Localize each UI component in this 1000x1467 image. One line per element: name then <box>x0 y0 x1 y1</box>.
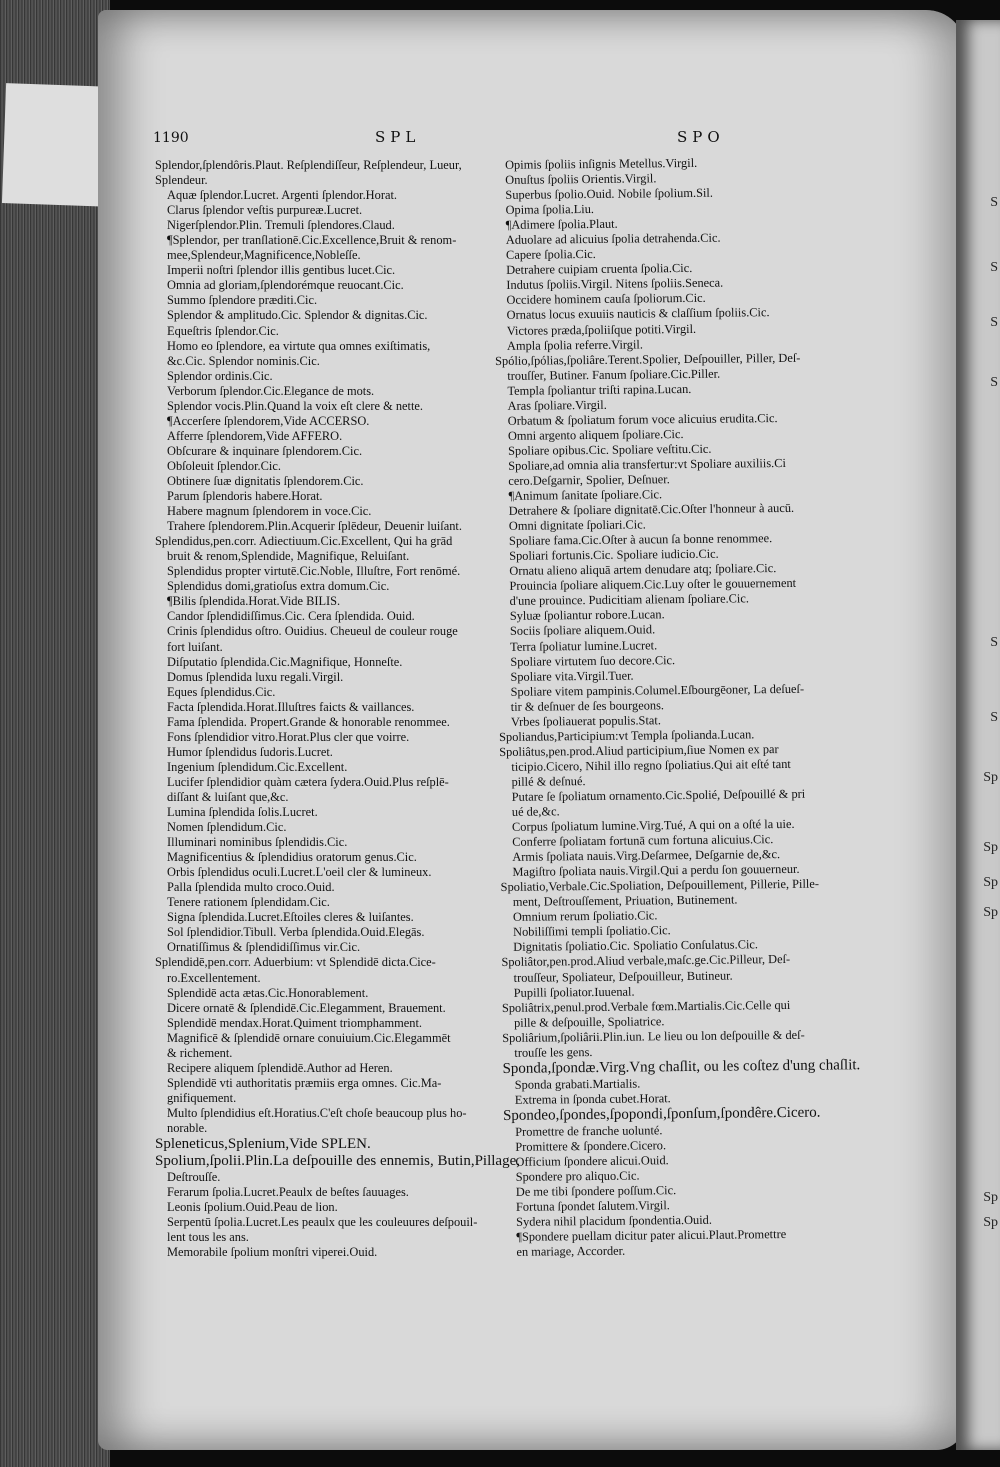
entry-line: Ampla ſpolia referre.Virgil. <box>506 337 643 353</box>
entry-line: Superbus ſpolio.Ouid. Nobile ſpolium.Sil. <box>505 185 714 202</box>
adjacent-page-letter: S <box>990 260 998 275</box>
entry-line: cero.Deſgarnir, Spolier, Deſnuer. <box>508 472 670 488</box>
entry-line: Leonis ſpolium.Ouid.Peau de lion. <box>167 1200 338 1215</box>
entry-line: Spoliare fama.Cic.Oſter à aucun ſa bonne renommee. <box>508 531 773 549</box>
entry-line: Illuminari nominibus ſplendidis.Cic. <box>167 835 348 850</box>
entry-line: Dicere ornatē & ſplendidē.Cic.Elegamment, Brauement. <box>167 1000 446 1015</box>
entry-line: Clarus ſplendor veſtis purpureæ.Lucret. <box>167 203 363 218</box>
entry-line: Vrbes ſpoliauerat populis.Stat. <box>510 713 661 729</box>
entry-line: Fama ſplendida. Propert.Grande & honorable renommee. <box>167 714 450 729</box>
entry-line: Summo ſplendore præditi.Cic. <box>167 293 318 308</box>
entry-line: Aduolare ad alicuius ſpolia detrahenda.Cic. <box>505 230 721 248</box>
entry-line: Obſoleuit ſplendor.Cic. <box>167 458 281 473</box>
adjacent-page-letter: S <box>990 710 998 725</box>
entry-line: Splendidē mendax.Horat.Quiment triomphamment. <box>167 1015 422 1030</box>
entry-line: Domus ſplendida luxu regali.Virgil. <box>167 669 344 684</box>
entry-line: lent tous les ans. <box>167 1230 249 1245</box>
entry-line: Prouincia ſpoliare aliquem.Cic.Luy oſter le gouuernement <box>509 576 797 594</box>
entry-line: Spoliare,ad omnia alia transfertur:vt Spoliare auxiliis.Ci <box>508 455 786 473</box>
entry-line: Onuſtus ſpoliis Orientis.Virgil. <box>505 171 657 187</box>
entry-line: Splendor ordinis.Cic. <box>167 368 273 383</box>
entry-line: Deſtrouſſe. <box>167 1170 221 1185</box>
entry-line: ¶Splendor, per tranſlationē.Cic.Excellence,Bruit & renom- <box>167 233 457 248</box>
entry-line: Eques ſplendidus.Cic. <box>167 684 276 699</box>
entry-line: Templa ſpoliantur triſti rapina.Lucan. <box>507 381 692 398</box>
entry-line: fort luiſant. <box>167 639 223 654</box>
entry-line: Splendidus domi,gratioſus extra domum.Cic. <box>167 579 390 594</box>
entry-line: bruit & renom,Splendide, Magnifique, Reluiſant. <box>167 549 410 564</box>
adjacent-page-letter: Sp <box>983 1190 998 1205</box>
entry-line: Splendidē acta ætas.Cic.Honorablement. <box>167 985 369 1000</box>
entry-line: Memorabile ſpolium monſtri viperei.Ouid. <box>167 1245 378 1260</box>
right-column <box>493 154 913 1261</box>
entry-line: ¶Accerſere ſplendorem,Vide ACCERSO. <box>167 413 370 428</box>
entry-line: Ornatiſſimus & ſplendidiſſimus vir.Cic. <box>167 940 361 955</box>
adjacent-page-letter: S <box>990 195 998 210</box>
entry-line: Splendeur. <box>155 173 208 188</box>
entry-line: Spoliare vitem pampinis.Columel.Eſbourgēoner, La deſueſ- <box>510 681 805 699</box>
entry-line: Sol ſplendidior.Tibull. Verba ſplendida.Ouid.Elegās. <box>167 925 425 940</box>
entry-line: De me tibi ſpondere poſſum.Cic. <box>515 1183 677 1199</box>
entry-line: d'une prouince. Pudicitiam alienam ſpoliare.Cic. <box>509 591 750 609</box>
entry-line: Orbatum & ſpoliatum forum voce alicuius erudita.Cic. <box>507 410 778 428</box>
entry-line: Terra ſpoliatur lumine.Lucret. <box>510 637 658 654</box>
entry-line: Ornatu alieno aliquā artem denudare atq; ſpoliare.Cic. <box>509 561 777 579</box>
entry-line: Corpus ſpoliatum lumine.Virg.Tué, A qui on a oſté la uie. <box>511 816 795 834</box>
entry-line: Spoliare opibus.Cic. Spoliare veſtitu.Cic. <box>507 441 712 458</box>
page-number: 1190 <box>153 130 189 146</box>
entry-line: Spoliâtus,pen.prod.Aliud participium,ſiue Nomen ex par <box>499 741 779 759</box>
entry-line: Humor ſplendidus ſudoris.Lucret. <box>167 744 333 759</box>
entry-line: pillé & deſnué. <box>511 773 586 789</box>
entry-line: Spólio,ſpólias,ſpoliâre.Terent.Spolier, Deſpouiller, Piller, Deſ- <box>495 350 801 368</box>
running-head-left: SPL <box>375 128 421 146</box>
entry-line: Pupilli ſpoliator.Iuuenal. <box>513 984 635 1000</box>
adjacent-page-letter: S <box>990 635 998 650</box>
entry-line: Detrahere cuipiam cruenta ſpolia.Cic. <box>506 261 693 278</box>
entry-line: Spoliâtor,pen.prod.Aliud verbale,maſc.ge.Cic.Pilleur, Deſ- <box>501 952 791 970</box>
entry-line: Detrahere & ſpoliare dignitatē.Cic.Oſter l'honneur à aucū. <box>508 500 795 518</box>
entry-line: Putare ſe ſpoliatum ornamento.Cic.Spolié, Deſpouillé & pri <box>511 786 806 804</box>
entry-line: Spoliare virtutem ſuo decore.Cic. <box>510 652 676 669</box>
entry-line: Nomen ſplendidum.Cic. <box>167 820 287 835</box>
entry-line: Nigerſplendor.Plin. Tremuli ſplendores.Claud. <box>167 218 395 233</box>
entry-line: Magnificē & ſplendidē ornare conuiuium.Cic.Elegammēt <box>167 1030 451 1045</box>
entry-line: Spoliâtrix,penul.prod.Verbale fœm.Martialis.Cic.Celle qui <box>501 997 791 1015</box>
entry-line: Obſcurare & inquinare ſplendorem.Cic. <box>167 443 363 458</box>
entry-line: Officium ſpondere alicui.Ouid. <box>515 1153 669 1169</box>
entry-line: Palla ſplendida multo croco.Ouid. <box>167 880 335 895</box>
entry-line: diſſant & luiſant que,&c. <box>167 789 289 804</box>
entry-line: tir & deſnuer de ſes bourgeons. <box>510 697 665 714</box>
entry-line: Sponda,ſpondæ.Virg.Vng chaſlit, ou les coſtez d'ung chaſlit. <box>502 1057 861 1077</box>
entry-line: ¶Adimere ſpolia.Plaut. <box>505 216 618 233</box>
entry-line: Aquæ ſplendor.Lucret. Argenti ſplendor.Horat. <box>167 188 397 203</box>
entry-line: Sponda grabati.Martialis. <box>514 1076 641 1092</box>
entry-line: Spoliandus,Participium:vt Templa ſpolianda.Lucan. <box>498 727 755 744</box>
entry-line: Candor ſplendidiſſimus.Cic. Cera ſplendida. Ouid. <box>167 609 415 624</box>
entry-line: Orbis ſplendidus oculi.Lucret.L'oeil cler & lumineux. <box>167 865 432 880</box>
entry-line: Splendidus,pen.corr. Adiectiuum.Cic.Excellent, Qui ha grād <box>155 534 453 549</box>
entry-line: Ornatus locus exuuiis nauticis & claſſium ſpoliis.Cic. <box>506 305 770 323</box>
entry-line: Occidere hominem cauſa ſpoliorum.Cic. <box>506 291 706 308</box>
entry-line: Opima ſpolia.Liu. <box>505 202 595 218</box>
entry-line: Omni dignitate ſpoliari.Cic. <box>508 517 646 533</box>
entry-line: Lumina ſplendida ſolis.Lucret. <box>167 805 318 820</box>
entry-line: Fortuna ſpondet ſalutem.Virgil. <box>515 1198 670 1214</box>
adjacent-page-letter: S <box>990 375 998 390</box>
running-head-right: SPO <box>677 128 725 146</box>
entry-line: Facta ſplendida.Horat.Illuſtres faicts & vaillances. <box>167 699 415 714</box>
entry-line: Syluæ ſpoliantur robore.Lucan. <box>509 607 665 624</box>
entry-line: gnifiquement. <box>167 1090 237 1105</box>
entry-line: Spoliare vita.Virgil.Tuer. <box>510 668 634 684</box>
entry-line: Promettre de franche uolunté. <box>515 1123 663 1139</box>
entry-line: Crinis ſplendidus oſtro. Ouidius. Cheueul de couleur rouge <box>167 624 458 639</box>
entry-line: Spondere pro aliquo.Cic. <box>515 1168 640 1184</box>
entry-line: Conferre ſpoliatam fortunā cum fortuna alicuius.Cic. <box>512 832 774 849</box>
entry-line: &c.Cic. Splendor nominis.Cic. <box>167 353 320 368</box>
adjacent-page-letter: S <box>990 315 998 330</box>
entry-line: Recipere aliquem ſplendidē.Author ad Heren. <box>167 1060 393 1075</box>
entry-line: Spoliârium,ſpoliârii.Plin.iun. Le lieu ou lon deſpouille & deſ- <box>502 1027 805 1045</box>
entry-line: Sociis ſpoliare aliquem.Ouid. <box>509 622 656 639</box>
entry-line: Verborum ſplendor.Cic.Elegance de mots. <box>167 383 375 398</box>
entry-line: pille & deſpouille, Spoliatrice. <box>513 1013 665 1030</box>
entry-line: Victores præda,ſpoliiſque potiti.Virgil. <box>506 321 697 338</box>
entry-line: Splendidē vti authoritatis præmiis erga omnes. Cic.Ma- <box>167 1075 442 1090</box>
entry-line: Magiſtro ſpoliata nauis.Virgil.Qui a perdu ſon gouuerneur. <box>512 862 800 880</box>
entry-line: Sydera nihil placidum ſpondentia.Ouid. <box>516 1212 713 1230</box>
entry-line: Splendidē,pen.corr. Aduerbium: vt Splendidē dicta.Cice- <box>155 955 436 970</box>
entry-line: Splendor vocis.Plin.Quand la voix eſt clere & nette. <box>167 398 424 413</box>
entry-line: Multo ſplendidius eſt.Horatius.C'eſt choſe beaucoup plus ho- <box>167 1105 467 1120</box>
entry-line: ment, Deſtrouſſement, Priuation, Butinement. <box>512 892 738 910</box>
adjacent-page-letter: Sp <box>983 905 998 920</box>
entry-line: en mariage, Accorder. <box>516 1243 626 1260</box>
entry-line: Spoliari fortunis.Cic. Spoliare iudicio.Cic. <box>509 546 719 564</box>
entry-line: trouſſe les gens. <box>514 1044 593 1060</box>
entry-line: Fons ſplendidior vitro.Horat.Plus cler que voirre. <box>167 729 410 744</box>
entry-line: ¶Bilis ſplendida.Horat.Vide BILIS. <box>167 594 341 609</box>
entry-line: Serpentū ſpolia.Lucret.Les peaulx que les couleuures deſpouil- <box>167 1215 478 1230</box>
entry-line: Dignitatis ſpoliatio.Cic. Spoliatio Conſulatus.Cic. <box>513 937 759 955</box>
entry-line: ro.Excellentement. <box>167 970 261 985</box>
entry-line: Diſputatio ſplendida.Cic.Magnifique, Honneſte. <box>167 654 403 669</box>
adjacent-page-letter: Sp <box>983 1215 998 1230</box>
entry-line: Signa ſplendida.Lucret.Eſtoiles cleres & luiſantes. <box>167 910 414 925</box>
entry-line: Omni argento aliquem ſpoliare.Cic. <box>507 426 684 443</box>
entry-line: Lucifer ſplendidior quàm cætera ſydera.Ouid.Plus reſplē- <box>167 774 449 789</box>
entry-line: Opimis ſpoliis inſignis Metellus.Virgil. <box>504 155 698 172</box>
entry-line: Armis ſpoliata nauis.Virg.Deſarmee, Deſgarnie de,&c. <box>512 847 781 864</box>
entry-line: Equeſtris ſplendor.Cic. <box>167 323 279 338</box>
entry-line: mee,Splendeur,Magnificence,Nobleſſe. <box>167 248 361 263</box>
entry-line: Omnium rerum ſpoliatio.Cic. <box>512 908 658 925</box>
entry-line: Capere ſpolia.Cic. <box>505 247 596 263</box>
entry-line: Spondeo,ſpondes,ſpopondi,ſponſum,ſpondêre.Cicero. <box>502 1104 821 1124</box>
entry-line: Parum ſplendoris habere.Horat. <box>167 489 323 504</box>
entry-line: Splendidus propter virtutē.Cic.Noble, Illuſtre, Fort renōmé. <box>167 564 461 579</box>
entry-line: Omnia ad gloriam,ſplendorémque reuocant.Cic. <box>167 278 404 293</box>
entry-line: Homo eo ſplendore, ea virtute qua omnes exiſtimatis, <box>167 338 431 353</box>
entry-line: Ferarum ſpolia.Lucret.Peaulx de beſtes ſauuages. <box>167 1185 409 1200</box>
entry-line: Spoliatio,Verbale.Cic.Spoliation, Deſpouillement, Pillerie, Pille- <box>500 876 820 895</box>
entry-line: ué de,&c. <box>511 804 560 819</box>
adjacent-page-edge <box>956 20 1000 1450</box>
entry-line: Spolium,ſpolii.Plin.La deſpouille des ennemis, Butin,Pillage, <box>155 1153 520 1170</box>
entry-line: Tenere rationem ſplendidam.Cic. <box>167 895 330 910</box>
entry-line: & richement. <box>167 1045 233 1060</box>
entry-line: ¶Spondere puellam dicitur pater alicui.Plaut.Promettre <box>516 1227 787 1245</box>
entry-line: Imperii noſtri ſplendor illis gentibus lucet.Cic. <box>167 263 396 278</box>
entry-line: norable. <box>167 1121 208 1135</box>
entry-line: Obtinere ſuæ dignitatis ſplendorem.Cic. <box>167 473 364 488</box>
entry-line: Splendor & amplitudo.Cic. Splendor & dignitas.Cic. <box>167 308 428 323</box>
entry-line: Spleneticus,Splenium,Vide SPLEN. <box>155 1136 371 1153</box>
entry-line: Splendor,ſplendôris.Plaut. Reſplendiſſeur, Reſplendeur, Lueur, <box>155 158 462 172</box>
entry-line: Aras ſpoliare.Virgil. <box>507 397 607 413</box>
entry-line: Indutus ſpoliis.Virgil. Nitens ſpoliis.Seneca. <box>506 275 724 293</box>
book-page-edges <box>0 0 110 1467</box>
adjacent-page-letter: Sp <box>983 840 998 855</box>
entry-line: ticipio.Cicero, Nihil illo regno ſpoliatius.Qui ait eſté tant <box>511 756 791 774</box>
adjacent-page-letter: Sp <box>983 770 998 785</box>
entry-line: ¶Animum ſanitate ſpoliare.Cic. <box>508 487 663 503</box>
entry-line: Promittere & ſpondere.Cicero. <box>515 1138 667 1154</box>
entry-line: trouſſer, Butiner. Fanum ſpoliare.Cic.Piller. <box>507 366 721 383</box>
entry-line: Habere magnum ſplendorem in voce.Cic. <box>167 504 372 519</box>
entry-line: trouſſeur, Spoliateur, Deſpouilleur, Butineur. <box>513 968 733 985</box>
entry-line: Nobiliſſimi templi ſpoliatio.Cic. <box>513 923 671 940</box>
entry-line: Trahere ſplendorem.Plin.Acquerir ſplēdeur, Deuenir luiſant. <box>167 519 462 534</box>
entry-line: Extrema in ſponda cubet.Horat. <box>514 1091 671 1107</box>
adjacent-page-letter: Sp <box>983 875 998 890</box>
entry-line: Afferre ſplendorem,Vide AFFERO. <box>167 428 343 443</box>
entry-line: Ingenium ſplendidum.Cic.Excellent. <box>167 759 348 774</box>
entry-line: Magnificentius & ſplendidius oratorum genus.Cic. <box>167 850 417 865</box>
